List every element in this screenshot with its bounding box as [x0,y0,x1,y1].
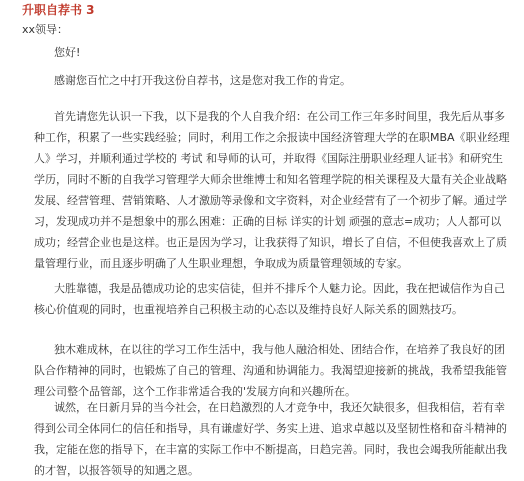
paragraph-conclusion: 诚然，在日新月异的当今社会，在日趋激烈的人才竞争中，我还欠缺很多，但我相信，若有幸得到公司全体同仁的信任和指导，具有谦虚好学、务实上进、追求卓越以及坚韧性格和奋斗精神的我，定能在您的指导下，在丰富的实际工作中不断提高，日趋完善。同时，我也会竭我所能献出我的才智，以报答领导的知遇之恩。 [34,401,507,477]
document-title: 升职自荐书 3 [22,3,95,17]
greeting: 您好! [54,46,81,59]
paragraph-teamwork: 独木难成林，在以往的学习工作生活中，我与他人融洽相处、团结合作，在培养了我良好的团队合作精神的同时，也锻炼了自己的管理、沟通和协调能力。我渴望迎接新的挑战，我希望我能管理公司整个品管部，这个工作非常适合我的'发展方向和兴趣所在。 [34,343,507,398]
salutation: xx领导： [22,23,69,36]
paragraph-thanks: 感谢您百忙之中打开我这份自荐书，这是您对我工作的肯定。 [54,74,351,87]
paragraph-introduction: 首先请您先认识一下我，以下是我的个人自我介绍：在公司工作三年多时间里，我先后从事多种工作，积累了一些实践经验；同时，利用工作之余报读中国经济管理大学的在职MBA《职业经理人》学习，并顺利通过学校的 考试 和导师的认可，并取得《国际注册职业经理人证书》和研究生学历，同时不断的自我学习管理学大师余世维博士和知名管理学院的相关课程及大量有关企业战略发展、经营管理、营销策略、人才激励等录像和文字资料，对企业经营有了一个初步了解。通过学习，发现成功并不是想象中的那么困难：正确的目标 详实的计划 顽强的意志=成功；人人都可以成功；经营企业也是这样。也正是因为学习，让我获得了知识，增长了自信，不但使我喜欢上了质量管理行业，而且逐步明确了人生职业理想，争取成为质量管理领域的专家。 [34,110,510,270]
paragraph-character: 大胜靠德，我是品德成功论的忠实信徒，但并不排斥个人魅力论。因此，我在把诚信作为自己核心价值观的同时，也重视培养自己积极主动的心态以及维持良好人际关系的圆熟技巧。 [34,282,505,316]
